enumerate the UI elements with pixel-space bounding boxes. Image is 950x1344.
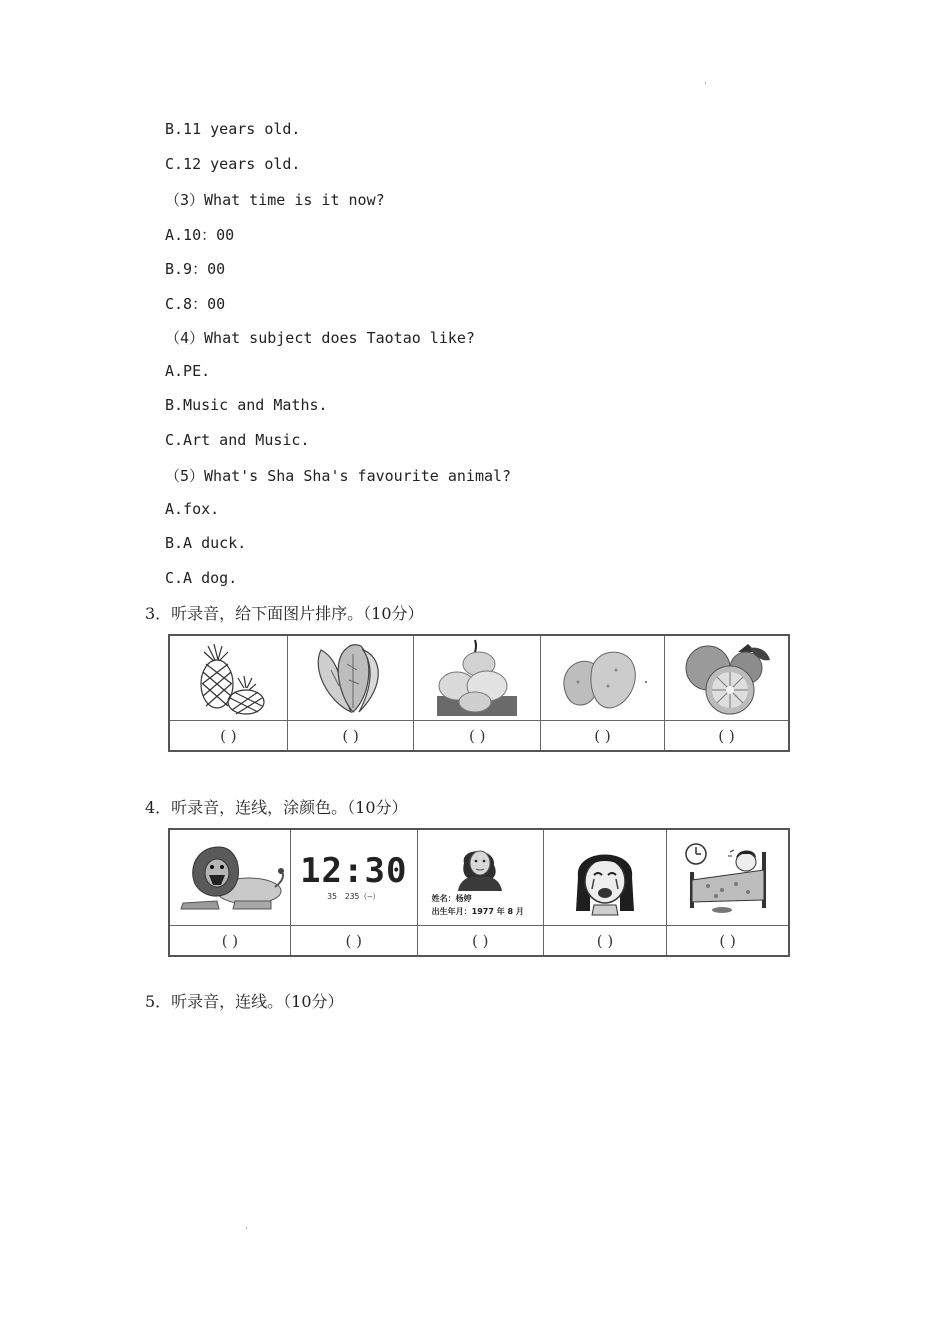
- clock-sub: 35 235（—）: [327, 892, 381, 901]
- answer-blank[interactable]: ( ): [541, 721, 665, 752]
- section-3-heading: 3．听录音，给下面图片排序。（10分）: [145, 604, 424, 623]
- page-mark-bottom: ˌ: [244, 1221, 249, 1230]
- option-q4-c: C.Art and Music.: [165, 431, 310, 449]
- section-4-picture-table: [168, 828, 790, 957]
- question-5: （5）What's Sha Sha's favourite animal?: [165, 467, 512, 485]
- clock-time: 12:30: [300, 851, 408, 891]
- answer-blank[interactable]: ( ): [287, 721, 414, 752]
- section-5-heading: 5．听录音，连线。（10分）: [145, 992, 344, 1011]
- question-3: （3）What time is it now?: [165, 191, 385, 209]
- page-mark-top: ˌ: [703, 76, 708, 85]
- answer-blank[interactable]: ( ): [417, 926, 543, 957]
- potato-icon: [541, 635, 665, 721]
- section-4-heading: 4．听录音，连线，涂颜色。（10分）: [145, 798, 408, 817]
- digital-clock-icon: [290, 829, 417, 926]
- option-q5-b: B.A duck.: [165, 534, 247, 552]
- option-q4-a: A.PE.: [165, 362, 211, 380]
- answer-blank[interactable]: ( ): [414, 721, 541, 752]
- option-q4-b: B.Music and Maths.: [165, 396, 328, 414]
- answer-blank[interactable]: ( ): [169, 721, 287, 752]
- option-q5-a: A.fox.: [165, 500, 220, 518]
- crying-girl-icon: [543, 829, 666, 926]
- option-b-age: B.11 years old.: [165, 120, 301, 138]
- option-q5-c: C.A dog.: [165, 569, 238, 587]
- lion-icon: [169, 829, 290, 926]
- persimmon-icon: [414, 635, 541, 721]
- option-c-age: C.12 years old.: [165, 155, 301, 173]
- section-3-picture-table: [168, 634, 790, 752]
- answer-blank[interactable]: ( ): [667, 926, 789, 957]
- answer-blank[interactable]: ( ): [543, 926, 666, 957]
- id-name: 姓名：杨婷: [431, 893, 472, 903]
- id-birth: 出生年月：1977 年 8 月: [431, 906, 524, 916]
- option-q3-a: A.10：00: [165, 226, 235, 244]
- answer-blank[interactable]: ( ): [169, 926, 290, 957]
- option-q3-b: B.9：00: [165, 260, 226, 278]
- answer-blank[interactable]: ( ): [665, 721, 790, 752]
- chinese-cabbage-icon: [287, 635, 414, 721]
- girl-in-bed-icon: [667, 829, 789, 926]
- orange-icon: [665, 635, 790, 721]
- answer-blank[interactable]: ( ): [290, 926, 417, 957]
- question-4: （4）What subject does Taotao like?: [165, 329, 475, 347]
- pineapple-icon: [169, 635, 287, 721]
- id-card-icon: [417, 829, 543, 926]
- option-q3-c: C.8：00: [165, 295, 226, 313]
